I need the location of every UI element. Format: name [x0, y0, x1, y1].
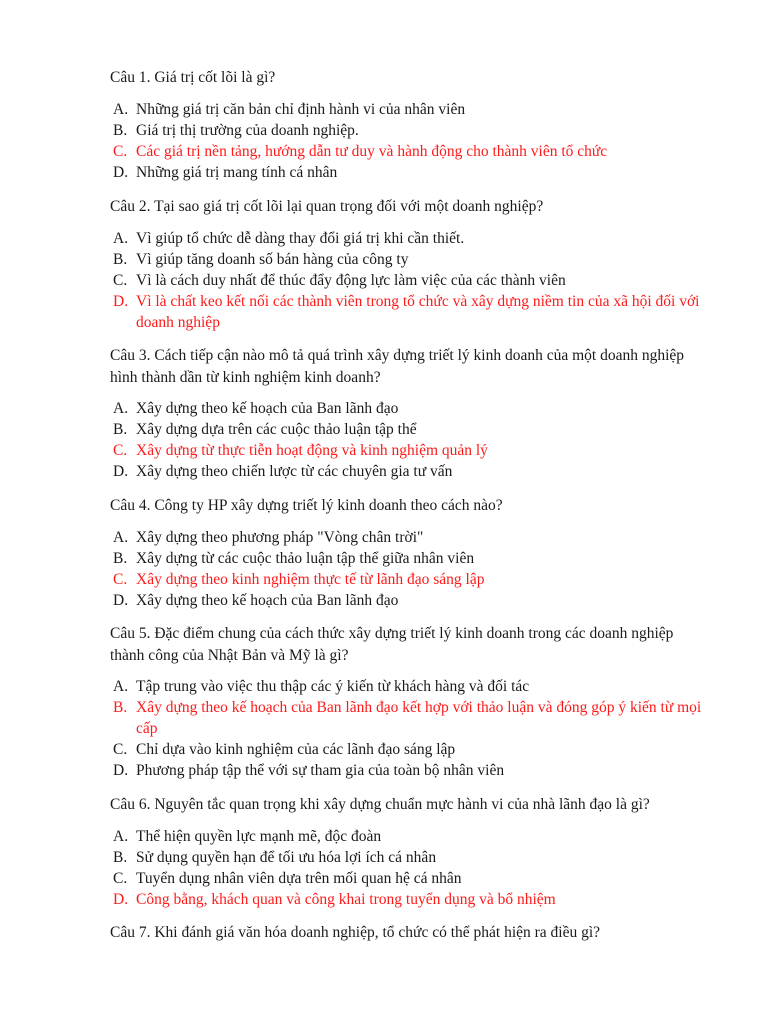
- option-text: Xây dựng theo kinh nghiệm thực tế từ lãnh đạo sáng lập: [136, 570, 485, 588]
- option-text: Xây dựng dựa trên các cuộc thảo luận tập thể: [136, 421, 417, 438]
- answer-option-b: [90, 249, 710, 270]
- option-letter: D.: [113, 591, 129, 609]
- option-letter: B.: [113, 699, 128, 716]
- answer-option-a: [90, 826, 710, 847]
- answer-option-c-correct: [90, 440, 710, 461]
- question-2: [110, 196, 710, 333]
- question-text: Câu 1. Giá trị cốt lõi là gì?: [110, 69, 276, 86]
- option-letter: B.: [113, 121, 128, 139]
- option-text: Vì là chất keo kết nối các thành viên trong tổ chức và xây dựng niềm tin của xã hội đối với doanh nghiệp: [136, 292, 700, 331]
- answer-options: [110, 228, 710, 333]
- answer-option-c-correct: [90, 569, 710, 590]
- answer-option-a: [90, 527, 710, 548]
- answer-option-a: [90, 99, 710, 120]
- answer-option-d: [90, 461, 710, 482]
- option-text: Xây dựng theo kế hoạch của Ban lãnh đạo kết hợp với thảo luận và đóng góp ý kiến từ mọi cấp: [136, 699, 702, 737]
- answer-option-c-correct: [90, 141, 710, 162]
- question-text: Câu 2. Tại sao giá trị cốt lõi lại quan trọng đối với một doanh nghiệp?: [110, 198, 544, 215]
- option-letter: B.: [113, 848, 128, 866]
- option-text: Chỉ dựa vào kinh nghiệm của các lãnh đạo sáng lập: [136, 741, 456, 758]
- question-text: Câu 6. Nguyên tắc quan trọng khi xây dựng chuẩn mực hành vi của nhà lãnh đạo là gì?: [110, 796, 650, 813]
- question-3: [110, 345, 710, 482]
- option-letter: B.: [113, 421, 128, 438]
- answer-option-c: [90, 868, 710, 889]
- question-4: [110, 495, 710, 611]
- answer-option-d: [90, 162, 710, 183]
- question-text: Câu 4. Công ty HP xây dựng triết lý kinh doanh theo cách nào?: [110, 497, 503, 514]
- option-letter: A.: [113, 827, 129, 845]
- option-letter: D.: [113, 890, 129, 908]
- answer-option-b: [90, 548, 710, 569]
- question-7: [110, 922, 710, 944]
- option-text: Tập trung vào việc thu thập các ý kiến từ khách hàng và đối tác: [136, 678, 530, 695]
- answer-option-b-correct: [90, 697, 710, 739]
- option-text: Xây dựng từ thực tiễn hoạt động và kinh nghiệm quản lý: [136, 442, 488, 459]
- answer-option-a: [90, 676, 710, 697]
- option-letter: C.: [113, 142, 128, 160]
- option-text: Công bằng, khách quan và công khai trong tuyển dụng và bổ nhiệm: [136, 890, 556, 908]
- option-text: Xây dựng theo chiến lược từ các chuyên gia tư vấn: [136, 463, 453, 480]
- answer-option-d: [90, 590, 710, 611]
- question-5: [110, 623, 710, 781]
- option-text: Giá trị thị trường của doanh nghiệp.: [136, 121, 359, 139]
- option-letter: C.: [113, 869, 128, 887]
- answer-option-a: [90, 228, 710, 249]
- option-letter: A.: [113, 528, 129, 546]
- answer-option-b: [90, 847, 710, 868]
- option-text: Thể hiện quyền lực mạnh mẽ, độc đoàn: [136, 827, 382, 845]
- option-text: Xây dựng theo kế hoạch của Ban lãnh đạo: [136, 400, 399, 417]
- option-letter: A.: [113, 400, 129, 417]
- option-letter: C.: [113, 271, 128, 289]
- option-letter: B.: [113, 250, 128, 268]
- option-text: Vì là cách duy nhất để thúc đẩy động lực làm việc của các thành viên: [136, 271, 566, 289]
- answer-options: [110, 527, 710, 611]
- option-text: Vì giúp tổ chức dễ dàng thay đổi giá trị khi cần thiết.: [136, 229, 465, 247]
- answer-option-b: [90, 419, 710, 440]
- option-letter: D.: [113, 292, 129, 310]
- answer-option-a: [90, 398, 710, 419]
- option-text: Xây dựng theo phương pháp "Vòng chân trời": [136, 528, 424, 546]
- option-letter: A.: [113, 229, 129, 247]
- option-letter: A.: [113, 678, 129, 695]
- option-text: Xây dựng theo kế hoạch của Ban lãnh đạo: [136, 591, 399, 609]
- option-text: Phương pháp tập thể với sự tham gia của toàn bộ nhân viên: [136, 762, 505, 779]
- option-letter: B.: [113, 549, 128, 567]
- answer-option-d-correct: [90, 291, 710, 333]
- answer-options: [110, 99, 710, 183]
- option-text: Những giá trị căn bản chỉ định hành vi của nhân viên: [136, 100, 466, 118]
- answer-option-d-correct: [90, 889, 710, 910]
- option-text: Tuyển dụng nhân viên dựa trên mối quan hệ cá nhân: [136, 869, 462, 887]
- answer-options: [110, 676, 710, 781]
- question-6: [110, 794, 710, 910]
- answer-option-b: [90, 120, 710, 141]
- option-letter: D.: [113, 463, 129, 480]
- option-letter: A.: [113, 100, 129, 118]
- option-letter: D.: [113, 762, 129, 779]
- option-text: Những giá trị mang tính cá nhân: [136, 163, 338, 181]
- option-letter: C.: [113, 570, 128, 588]
- answer-option-c: [90, 739, 710, 760]
- question-1: [110, 67, 710, 183]
- answer-option-c: [90, 270, 710, 291]
- option-text: Xây dựng từ các cuộc thảo luận tập thể giữa nhân viên: [136, 549, 475, 567]
- option-letter: C.: [113, 741, 128, 758]
- answer-option-d: [90, 760, 710, 781]
- option-letter: D.: [113, 163, 129, 181]
- option-text: Vì giúp tăng doanh số bán hàng của công ty: [136, 250, 409, 268]
- question-text: Câu 7. Khi đánh giá văn hóa doanh nghiệp, tổ chức có thể phát hiện ra điều gì?: [110, 924, 601, 941]
- answer-options: [110, 398, 710, 482]
- option-text: Sử dụng quyền hạn để tối ưu hóa lợi ích cá nhân: [136, 848, 437, 866]
- option-text: Các giá trị nền tảng, hướng dẫn tư duy và hành động cho thành viên tổ chức: [136, 142, 608, 160]
- question-text: Câu 3. Cách tiếp cận nào mô tả quá trình xây dựng triết lý kinh doanh của một doanh nghiệp hình thành dần từ kinh nghiệm kinh doanh?: [110, 347, 685, 386]
- question-text: Câu 5. Đặc điểm chung của cách thức xây dựng triết lý kinh doanh trong các doanh nghiệp thành công của Nhật Bản và Mỹ là gì?: [110, 625, 674, 664]
- option-letter: C.: [113, 442, 128, 459]
- answer-options: [110, 826, 710, 910]
